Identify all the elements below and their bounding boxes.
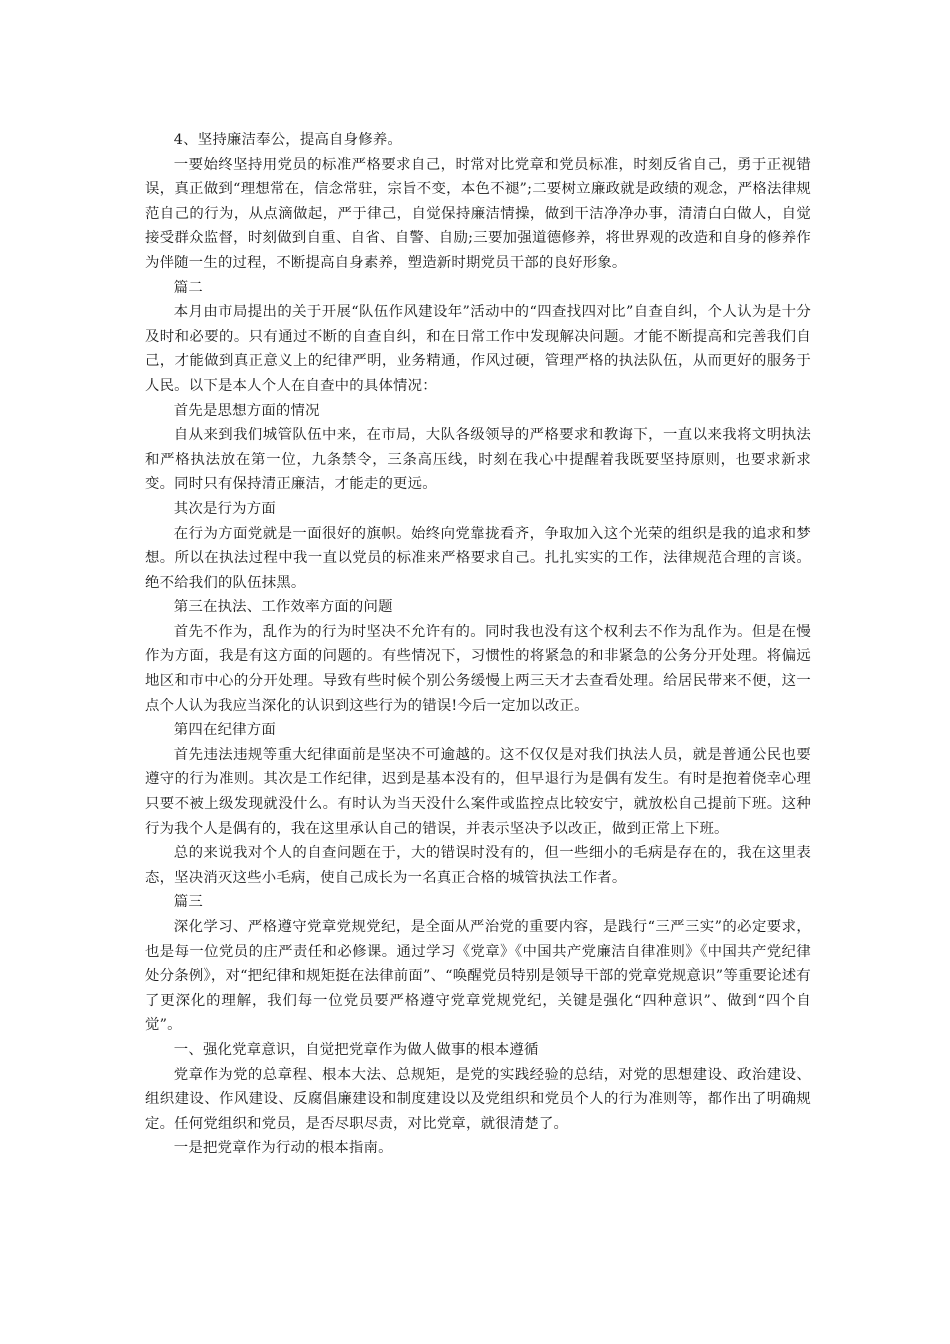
paragraph-integrity-requirements: 一要始终坚持用党员的标准严格要求自己，时常对比党章和党员标准，时刻反省自己，勇于正视错误，真正做到“理想常在，信念常驻，宗旨不变，本色不褪”;二要树立廉政就是政绩的观念，严格法律规范自己的行为，从点滴做起，严于律己，自觉保持廉洁情操，做到干洁净净办事，清清白白做人，自觉接受群众监督，时刻做到自重、自省、自警、自励;三要加强道德修养，将世界观的改造和自身的修养作为伴随一生的过程，不断提高自身素养，塑造新时期党员干部的良好形象。	[145, 156, 811, 271]
subheading-party-charter: 一、强化党章意识，自觉把党章作为做人做事的根本遵循	[173, 1041, 539, 1058]
subheading-efficiency: 第三在执法、工作效率方面的问题	[173, 599, 393, 616]
paragraph-self-inspection-intro: 本月由市局提出的关于开展“队伍作风建设年”活动中的“四查找四对比”自查自纠，个人认为是十分及时和必要的。只有通过不断的自查自纠，和在日常工作中发现解决问题。才能不断提高和完善我们自己，才能做到真正意义上的纪律严明，业务精通，作风过硬，管理严格的执法队伍，从而更好的服务于人民。以下是本人个人在自查中的具体情况：	[145, 304, 811, 394]
paragraph-party-rules-intro: 深化学习、严格遵守党章党规党纪，是全面从严治党的重要内容，是践行“三严三实”的必定要求，也是每一位党员的庄严责任和必修课。通过学习《党章》《中国共产党廉洁自律准则》《中国共产党纪律处分条例》，对“把纪律和规矩挺在法律前面”、“唤醒党员特别是领导干部的党章党规意识”等重要论述有了更深化的理解，我们每一位党员要严格遵守党章党规党纪，关键是强化“四种意识”、做到“四个自觉”。	[145, 919, 811, 1034]
paragraph-section-heading-4: 4、坚持廉洁奉公，提高自身修养。	[173, 132, 403, 148]
section-title-part-3: 篇三	[173, 894, 203, 911]
subheading-discipline: 第四在纪律方面	[173, 722, 276, 739]
subheading-thought: 首先是思想方面的情况	[173, 402, 320, 419]
subheading-behavior: 其次是行为方面	[173, 500, 276, 517]
section-title-part-2: 篇二	[173, 279, 203, 296]
document-page	[145, 128, 811, 1161]
paragraph-behavior: 在行为方面党就是一面很好的旗帜。始终向党靠拢看齐，争取加入这个光荣的组织是我的追求和梦想。所以在执法过程中我一直以党员的标准来严格要求自己。扎扎实实的工作，法律规范合理的言谈。绝不给我们的队伍抹黑。	[145, 525, 811, 591]
paragraph-discipline: 首先违法违规等重大纪律面前是坚决不可逾越的。这不仅仅是对我们执法人员，就是普通公民也要遵守的行为准则。其次是工作纪律，迟到是基本没有的，但早退行为是偶有发生。有时是抱着侥幸心理只要不被上级发现就没什么。有时认为当天没什么案件或监控点比较安宁，就放松自己提前下班。这种行为我个人是偶有的，我在这里承认自己的错误，并表示坚决予以改正，做到正常上下班。	[145, 746, 811, 837]
paragraph-thought: 自从来到我们城管队伍中来，在市局，大队各级领导的严格要求和教诲下，一直以来我将文明执法和严格执法放在第一位，九条禁令，三条高压线，时刻在我心中提醒着我既要坚持原则，也要求新求变。同时只有保持清正廉洁，才能走的更远。	[145, 427, 811, 493]
paragraph-efficiency: 首先不作为，乱作为的行为时坚决不允许有的。同时我也没有这个权利去不作为乱作为。但是在慢作为方面，我是有这方面的问题的。有些情况下，习惯性的将紧急的和非紧急的公务分开处理。将偏远地区和市中心的分开处理。导致有些时候个别公务缓慢上两三天才去查看处理。给居民带来不便，这一点个人认为我应当深化的认识到这些行为的错误!今后一定加以改正。	[145, 623, 811, 714]
paragraph-party-charter: 党章作为党的总章程、根本大法、总规矩，是党的实践经验的总结，对党的思想建设、政治建设、组织建设、作风建设、反腐倡廉建设和制度建设以及党组织和党员个人的行为准则等，都作出了明确规定。任何党组织和党员，是否尽职尽责，对比党章，就很清楚了。	[145, 1066, 811, 1132]
paragraph-first-point: 一是把党章作为行动的根本指南。	[173, 1140, 393, 1157]
paragraph-summary: 总的来说我对个人的自查问题在于，大的错误时没有的，但一些细小的毛病是存在的，我在这里表态，坚决消灭这些小毛病，使自己成长为一名真正合格的城管执法工作者。	[145, 845, 811, 886]
